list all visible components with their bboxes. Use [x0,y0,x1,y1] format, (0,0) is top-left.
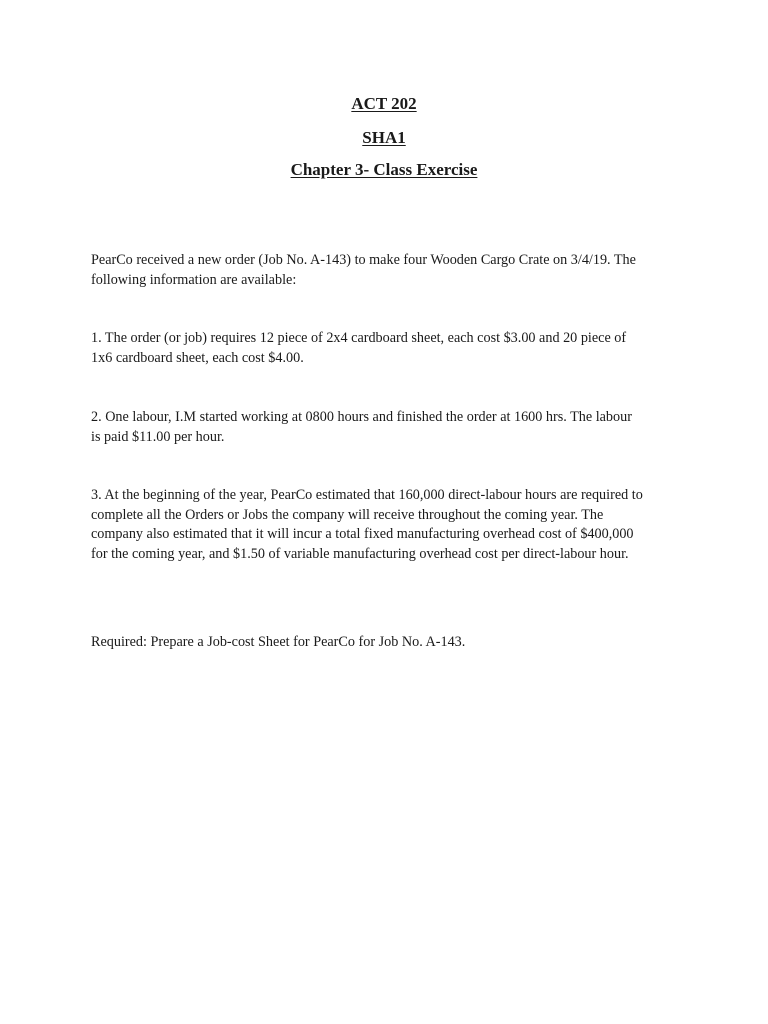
item-2-paragraph: 2. One labour, I.M started working at 0800 hours and finished the order at 1600 hrs. The labour is paid $11.00 per hour. [91,409,632,445]
course-code-heading: ACT 202 [351,94,417,113]
required-task-paragraph: Required: Prepare a Job-cost Sheet for PearCo for Job No. A-143. [91,634,466,650]
chapter-title-heading: Chapter 3- Class Exercise [290,160,478,179]
item-1-paragraph: 1. The order (or job) requires 12 piece of 2x4 cardboard sheet, each cost $3.00 and 20 piece of 1x6 cardboard sheet, each cost $4.00. [91,330,627,366]
item-3-paragraph: 3. At the beginning of the year, PearCo estimated that 160,000 direct-labour hours are required to complete all the Orders or Jobs the company will receive throughout the coming year. The company also estimated that it will incur a total fixed manufacturing overhead cost of $400,000 for the coming year, and $1.50 of variable manufacturing overhead cost per direct-labour hour. [91,487,643,562]
section-heading: SHA1 [362,128,406,147]
intro-paragraph: PearCo received a new order (Job No. A-143) to make four Wooden Cargo Crate on 3/4/19. The following information are available: [91,252,636,288]
